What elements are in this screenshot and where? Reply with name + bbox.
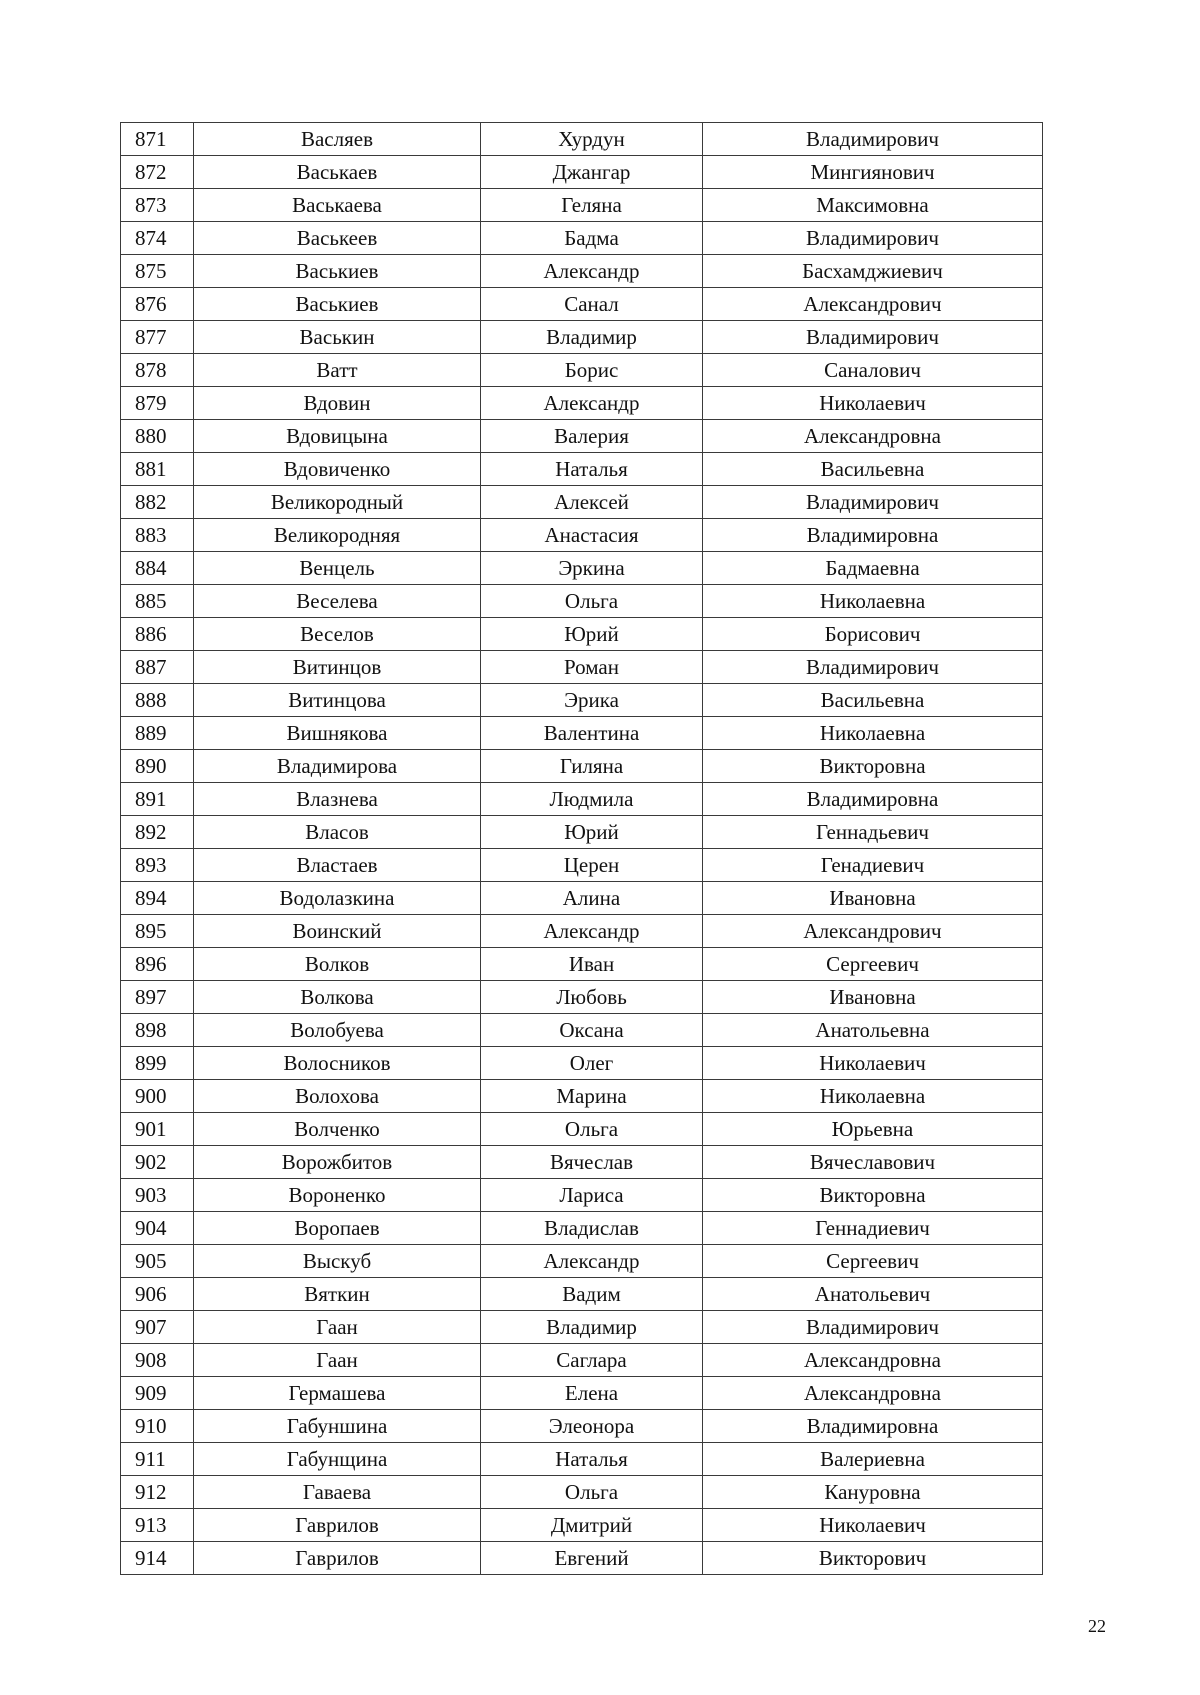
row-number-cell: 884: [121, 552, 194, 585]
last-name-cell: Воропаев: [194, 1212, 481, 1245]
patronymic-cell: Александровна: [703, 1377, 1043, 1410]
row-number-cell: 912: [121, 1476, 194, 1509]
patronymic-cell: Николаевич: [703, 1047, 1043, 1080]
row-number-cell: 896: [121, 948, 194, 981]
first-name-cell: Дмитрий: [481, 1509, 703, 1542]
first-name-cell: Владимир: [481, 321, 703, 354]
first-name-cell: Ольга: [481, 1476, 703, 1509]
row-number-cell: 906: [121, 1278, 194, 1311]
row-number-cell: 887: [121, 651, 194, 684]
patronymic-cell: Басхамджиевич: [703, 255, 1043, 288]
row-number-cell: 877: [121, 321, 194, 354]
row-number-cell: 891: [121, 783, 194, 816]
patronymic-cell: Викторович: [703, 1542, 1043, 1575]
first-name-cell: Вячеслав: [481, 1146, 703, 1179]
last-name-cell: Волобуева: [194, 1014, 481, 1047]
last-name-cell: Ватт: [194, 354, 481, 387]
patronymic-cell: Александрович: [703, 288, 1043, 321]
last-name-cell: Владимирова: [194, 750, 481, 783]
last-name-cell: Воинский: [194, 915, 481, 948]
table-row: [121, 1212, 1043, 1245]
patronymic-cell: Васильевна: [703, 684, 1043, 717]
row-number-cell: 898: [121, 1014, 194, 1047]
row-number-cell: 913: [121, 1509, 194, 1542]
last-name-cell: Волохова: [194, 1080, 481, 1113]
table-row: [121, 222, 1043, 255]
table-row: [121, 255, 1043, 288]
first-name-cell: Олег: [481, 1047, 703, 1080]
first-name-cell: Елена: [481, 1377, 703, 1410]
last-name-cell: Васькаев: [194, 156, 481, 189]
last-name-cell: Васькеев: [194, 222, 481, 255]
last-name-cell: Васькаева: [194, 189, 481, 222]
first-name-cell: Хурдун: [481, 123, 703, 156]
first-name-cell: Алексей: [481, 486, 703, 519]
table-row: [121, 783, 1043, 816]
last-name-cell: Гаврилов: [194, 1542, 481, 1575]
last-name-cell: Вдовиченко: [194, 453, 481, 486]
patronymic-cell: Ивановна: [703, 981, 1043, 1014]
row-number-cell: 890: [121, 750, 194, 783]
patronymic-cell: Александровна: [703, 420, 1043, 453]
row-number-cell: 878: [121, 354, 194, 387]
table-row: [121, 684, 1043, 717]
row-number-cell: 892: [121, 816, 194, 849]
table-row: [121, 420, 1043, 453]
patronymic-cell: Саналович: [703, 354, 1043, 387]
last-name-cell: Ворожбитов: [194, 1146, 481, 1179]
first-name-cell: Юрий: [481, 618, 703, 651]
patronymic-cell: Владимирович: [703, 321, 1043, 354]
last-name-cell: Гермашева: [194, 1377, 481, 1410]
last-name-cell: Веселева: [194, 585, 481, 618]
patronymic-cell: Владимировна: [703, 1410, 1043, 1443]
last-name-cell: Выскуб: [194, 1245, 481, 1278]
patronymic-cell: Геннадьевич: [703, 816, 1043, 849]
last-name-cell: Гаан: [194, 1344, 481, 1377]
table-row: [121, 618, 1043, 651]
patronymic-cell: Николаевич: [703, 1509, 1043, 1542]
patronymic-cell: Максимовна: [703, 189, 1043, 222]
row-number-cell: 895: [121, 915, 194, 948]
names-table-body: [121, 123, 1043, 1575]
last-name-cell: Гаан: [194, 1311, 481, 1344]
table-row: [121, 189, 1043, 222]
row-number-cell: 873: [121, 189, 194, 222]
row-number-cell: 902: [121, 1146, 194, 1179]
row-number-cell: 907: [121, 1311, 194, 1344]
last-name-cell: Водолазкина: [194, 882, 481, 915]
row-number-cell: 876: [121, 288, 194, 321]
table-row: [121, 156, 1043, 189]
names-table: [120, 122, 1043, 1575]
patronymic-cell: Владимирович: [703, 123, 1043, 156]
patronymic-cell: Васильевна: [703, 453, 1043, 486]
last-name-cell: Вишнякова: [194, 717, 481, 750]
last-name-cell: Васляев: [194, 123, 481, 156]
table-row: [121, 948, 1043, 981]
patronymic-cell: Геннадиевич: [703, 1212, 1043, 1245]
table-row: [121, 915, 1043, 948]
patronymic-cell: Владимирович: [703, 1311, 1043, 1344]
first-name-cell: Бадма: [481, 222, 703, 255]
last-name-cell: Великородняя: [194, 519, 481, 552]
row-number-cell: 885: [121, 585, 194, 618]
patronymic-cell: Мингиянович: [703, 156, 1043, 189]
page-number: 22: [1088, 1616, 1106, 1636]
row-number-cell: 871: [121, 123, 194, 156]
patronymic-cell: Николаевна: [703, 717, 1043, 750]
table-row: [121, 1113, 1043, 1146]
patronymic-cell: Вячеславович: [703, 1146, 1043, 1179]
patronymic-cell: Николаевич: [703, 387, 1043, 420]
table-row: [121, 1476, 1043, 1509]
last-name-cell: Габуншина: [194, 1410, 481, 1443]
table-row: [121, 1377, 1043, 1410]
patronymic-cell: Владимирович: [703, 651, 1043, 684]
row-number-cell: 897: [121, 981, 194, 1014]
table-row: [121, 651, 1043, 684]
table-row: [121, 519, 1043, 552]
patronymic-cell: Владимировна: [703, 783, 1043, 816]
patronymic-cell: Валериевна: [703, 1443, 1043, 1476]
last-name-cell: Васькиев: [194, 288, 481, 321]
first-name-cell: Валерия: [481, 420, 703, 453]
row-number-cell: 889: [121, 717, 194, 750]
patronymic-cell: Кануровна: [703, 1476, 1043, 1509]
patronymic-cell: Генадиевич: [703, 849, 1043, 882]
last-name-cell: Властаев: [194, 849, 481, 882]
table-row: [121, 585, 1043, 618]
first-name-cell: Владислав: [481, 1212, 703, 1245]
patronymic-cell: Викторовна: [703, 750, 1043, 783]
patronymic-cell: Борисович: [703, 618, 1043, 651]
first-name-cell: Алина: [481, 882, 703, 915]
first-name-cell: Юрий: [481, 816, 703, 849]
first-name-cell: Владимир: [481, 1311, 703, 1344]
last-name-cell: Волченко: [194, 1113, 481, 1146]
table-row: [121, 1179, 1043, 1212]
table-row: [121, 750, 1043, 783]
last-name-cell: Власов: [194, 816, 481, 849]
row-number-cell: 903: [121, 1179, 194, 1212]
table-row: [121, 288, 1043, 321]
row-number-cell: 909: [121, 1377, 194, 1410]
last-name-cell: Вдовицына: [194, 420, 481, 453]
last-name-cell: Габунщина: [194, 1443, 481, 1476]
table-row: [121, 1014, 1043, 1047]
first-name-cell: Александр: [481, 915, 703, 948]
first-name-cell: Ольга: [481, 585, 703, 618]
patronymic-cell: Викторовна: [703, 1179, 1043, 1212]
first-name-cell: Борис: [481, 354, 703, 387]
table-row: [121, 1080, 1043, 1113]
table-row: [121, 552, 1043, 585]
first-name-cell: Лариса: [481, 1179, 703, 1212]
last-name-cell: Венцель: [194, 552, 481, 585]
row-number-cell: 874: [121, 222, 194, 255]
last-name-cell: Витинцов: [194, 651, 481, 684]
row-number-cell: 883: [121, 519, 194, 552]
last-name-cell: Веселов: [194, 618, 481, 651]
table-row: [121, 1245, 1043, 1278]
table-row: [121, 1344, 1043, 1377]
row-number-cell: 905: [121, 1245, 194, 1278]
table-row: [121, 717, 1043, 750]
first-name-cell: Геляна: [481, 189, 703, 222]
table-row: [121, 123, 1043, 156]
table-row: [121, 1146, 1043, 1179]
patronymic-cell: Владимирович: [703, 486, 1043, 519]
patronymic-cell: Владимирович: [703, 222, 1043, 255]
first-name-cell: Эрика: [481, 684, 703, 717]
first-name-cell: Церен: [481, 849, 703, 882]
first-name-cell: Роман: [481, 651, 703, 684]
table-row: [121, 1047, 1043, 1080]
patronymic-cell: Николаевна: [703, 1080, 1043, 1113]
first-name-cell: Эркина: [481, 552, 703, 585]
first-name-cell: Ольга: [481, 1113, 703, 1146]
last-name-cell: Гаваева: [194, 1476, 481, 1509]
row-number-cell: 894: [121, 882, 194, 915]
patronymic-cell: Ивановна: [703, 882, 1043, 915]
table-row: [121, 1509, 1043, 1542]
first-name-cell: Александр: [481, 1245, 703, 1278]
first-name-cell: Элеонора: [481, 1410, 703, 1443]
row-number-cell: 888: [121, 684, 194, 717]
patronymic-cell: Анатольевич: [703, 1278, 1043, 1311]
row-number-cell: 879: [121, 387, 194, 420]
patronymic-cell: Юрьевна: [703, 1113, 1043, 1146]
last-name-cell: Волкова: [194, 981, 481, 1014]
last-name-cell: Волосников: [194, 1047, 481, 1080]
table-row: [121, 1443, 1043, 1476]
patronymic-cell: Александрович: [703, 915, 1043, 948]
first-name-cell: Оксана: [481, 1014, 703, 1047]
first-name-cell: Анастасия: [481, 519, 703, 552]
first-name-cell: Гиляна: [481, 750, 703, 783]
last-name-cell: Гаврилов: [194, 1509, 481, 1542]
patronymic-cell: Сергеевич: [703, 1245, 1043, 1278]
first-name-cell: Наталья: [481, 1443, 703, 1476]
first-name-cell: Александр: [481, 387, 703, 420]
last-name-cell: Влазнева: [194, 783, 481, 816]
last-name-cell: Волков: [194, 948, 481, 981]
last-name-cell: Васькин: [194, 321, 481, 354]
last-name-cell: Великородный: [194, 486, 481, 519]
table-row: [121, 486, 1043, 519]
table-row: [121, 1410, 1043, 1443]
row-number-cell: 881: [121, 453, 194, 486]
table-row: [121, 1278, 1043, 1311]
table-row: [121, 1542, 1043, 1575]
table-row: [121, 354, 1043, 387]
first-name-cell: Людмила: [481, 783, 703, 816]
row-number-cell: 901: [121, 1113, 194, 1146]
first-name-cell: Санал: [481, 288, 703, 321]
first-name-cell: Джангар: [481, 156, 703, 189]
table-row: [121, 321, 1043, 354]
row-number-cell: 872: [121, 156, 194, 189]
row-number-cell: 893: [121, 849, 194, 882]
last-name-cell: Витинцова: [194, 684, 481, 717]
last-name-cell: Вдовин: [194, 387, 481, 420]
table-row: [121, 816, 1043, 849]
row-number-cell: 880: [121, 420, 194, 453]
first-name-cell: Любовь: [481, 981, 703, 1014]
patronymic-cell: Анатольевна: [703, 1014, 1043, 1047]
table-row: [121, 1311, 1043, 1344]
first-name-cell: Наталья: [481, 453, 703, 486]
row-number-cell: 910: [121, 1410, 194, 1443]
patronymic-cell: Александровна: [703, 1344, 1043, 1377]
last-name-cell: Вороненко: [194, 1179, 481, 1212]
row-number-cell: 882: [121, 486, 194, 519]
first-name-cell: Марина: [481, 1080, 703, 1113]
first-name-cell: Валентина: [481, 717, 703, 750]
row-number-cell: 899: [121, 1047, 194, 1080]
row-number-cell: 911: [121, 1443, 194, 1476]
last-name-cell: Вяткин: [194, 1278, 481, 1311]
table-row: [121, 981, 1043, 1014]
first-name-cell: Иван: [481, 948, 703, 981]
row-number-cell: 904: [121, 1212, 194, 1245]
patronymic-cell: Сергеевич: [703, 948, 1043, 981]
first-name-cell: Саглара: [481, 1344, 703, 1377]
first-name-cell: Вадим: [481, 1278, 703, 1311]
row-number-cell: 900: [121, 1080, 194, 1113]
first-name-cell: Александр: [481, 255, 703, 288]
first-name-cell: Евгений: [481, 1542, 703, 1575]
table-row: [121, 849, 1043, 882]
row-number-cell: 908: [121, 1344, 194, 1377]
table-row: [121, 453, 1043, 486]
row-number-cell: 875: [121, 255, 194, 288]
row-number-cell: 886: [121, 618, 194, 651]
last-name-cell: Васькиев: [194, 255, 481, 288]
patronymic-cell: Николаевна: [703, 585, 1043, 618]
patronymic-cell: Владимировна: [703, 519, 1043, 552]
table-row: [121, 882, 1043, 915]
table-row: [121, 387, 1043, 420]
patronymic-cell: Бадмаевна: [703, 552, 1043, 585]
row-number-cell: 914: [121, 1542, 194, 1575]
